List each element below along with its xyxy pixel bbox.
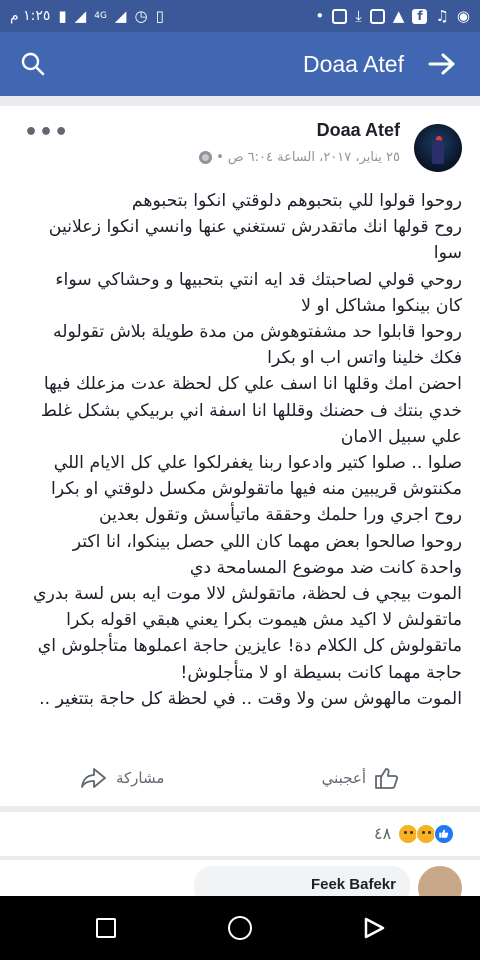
warning-icon: ▲ (392, 6, 405, 25)
post-card (0, 106, 480, 806)
post-line: روحي قولي لصاحبتك قد ايه انتي بتحبيها و وحشاكي سواء (55, 269, 462, 290)
more-options-icon[interactable]: ••• (24, 120, 70, 145)
home-icon[interactable] (228, 916, 252, 940)
system-nav-bar (0, 896, 480, 960)
post-line: الموت بيجي ف لحظة، ماتقولش لالا موت ايه بس لسة بدري (32, 584, 462, 605)
more-notifications-icon: • (315, 6, 325, 25)
post-line: احضن امك وقلها انا اسف علي كل لحظة عدت مزعلك فيها (43, 374, 462, 395)
like-button[interactable] (322, 760, 400, 796)
facebook-icon: f (412, 9, 427, 24)
like-label: أعجبني (321, 769, 366, 787)
author-avatar[interactable] (414, 124, 462, 172)
globe-icon (199, 151, 212, 164)
like-icon (434, 824, 454, 844)
status-bar-right-group (10, 8, 164, 24)
share-arrow-icon (80, 766, 108, 790)
music-icon: ♫ (435, 6, 449, 25)
post-line: حاجة مهما كانت بسيطة او لا متأجلوش! (180, 662, 462, 683)
post-line: فكك خلينا واتس اب او بكرا (267, 348, 462, 369)
post-line: ماتقولوش كل الكلام دة! عايزين حاجة اعملوها متأجلوش اي (37, 636, 462, 657)
status-time: ١:٢٥ م (10, 8, 51, 24)
alarm-icon: ◷ (134, 6, 148, 25)
like-thumb-glyph (435, 825, 452, 842)
avatar-figure (432, 140, 444, 164)
post-line: روحوا قولوا للي بتحبوهم دلوقتي انكوا بتحبوهم (131, 191, 462, 211)
post-line: كان بينكوا مشاكل او لا (301, 295, 462, 316)
post-line: مكنتوش قريبين منه فيها ماتقولوش مكسل دلوقتي او بكرا (50, 479, 462, 500)
post-body (18, 188, 462, 712)
thumbs-up-icon (374, 766, 400, 790)
post-line: خدي بنتك ف حضنك وقللها انا اسفة اني بربيكي بشكل غلط (40, 400, 462, 421)
wow-icon (398, 824, 418, 844)
commenter-name[interactable]: Feek Bafekr (310, 876, 396, 893)
post-line: روحوا صالحوا بعض مهما كان اللي حصل بينكوا، انا اكتر (72, 531, 462, 552)
comment-preview (0, 860, 480, 896)
post-line: سوا (433, 243, 462, 264)
post-line: ماتقولش لا اكيد مش هيموت بكرا يعني هبقي اقوله بكرا (66, 610, 462, 631)
post-meta (199, 150, 400, 165)
network-type: 4G (94, 11, 107, 21)
search-icon[interactable] (20, 51, 46, 77)
signal-icon-2: ◢ (114, 6, 127, 25)
post-line: روحوا قابلوا حد مشفتوهوش من مدة طويلة بلاش تقولوله (53, 322, 462, 343)
commenter-avatar[interactable] (418, 866, 462, 896)
instagram-icon (332, 9, 347, 24)
post-line: صلوا .. صلوا كتير وادعوا ربنا يغفرلكوا علي كل الايام اللي (53, 453, 462, 474)
post-line: روح اجري ورا حلمك وحققة ماتيأسش وتقول بعدين (99, 505, 462, 526)
battery-icon: ▮ (58, 6, 67, 25)
reactions-count: ٤٨ (374, 824, 392, 843)
image-icon (370, 9, 385, 24)
post-line: الموت مالهوش سن ولا وقت .. في لحظة كل حاجة بتتغير .. (39, 688, 462, 709)
vibrate-icon: ▯ (155, 6, 164, 25)
post-author[interactable]: Doaa Atef (316, 120, 400, 140)
post-line: روح قولها انك ماتقدرش تستغني عنها وانسي انكوا زعلانين (48, 217, 462, 238)
post-line: واحدة كانت ضد موضوع المسامحة دي (189, 557, 462, 578)
status-bar-notifications (315, 6, 470, 25)
messenger-icon: ◉ (456, 6, 470, 25)
sad-icon (416, 824, 436, 844)
share-button[interactable] (80, 760, 164, 796)
download-icon: ⤓ (355, 6, 362, 25)
post-line: علي سبيل الامان (340, 426, 462, 447)
recent-apps-icon[interactable] (96, 918, 116, 938)
back-triangle-icon[interactable] (362, 916, 386, 940)
signal-icon: ◢ (74, 6, 87, 25)
meta-separator: • (216, 150, 224, 165)
page-title: Doaa Atef (302, 51, 404, 77)
post-actions (0, 760, 480, 804)
app-header (0, 32, 480, 96)
comment-bubble[interactable] (194, 866, 410, 896)
arrow-right-icon[interactable] (428, 52, 456, 76)
status-bar (0, 0, 480, 32)
reactions-summary[interactable] (0, 812, 480, 856)
share-label: مشاركة (116, 769, 165, 787)
post-timestamp[interactable]: ٢٥ يناير، ٢٠١٧، الساعة ٦:٠٤ ص (227, 150, 400, 165)
